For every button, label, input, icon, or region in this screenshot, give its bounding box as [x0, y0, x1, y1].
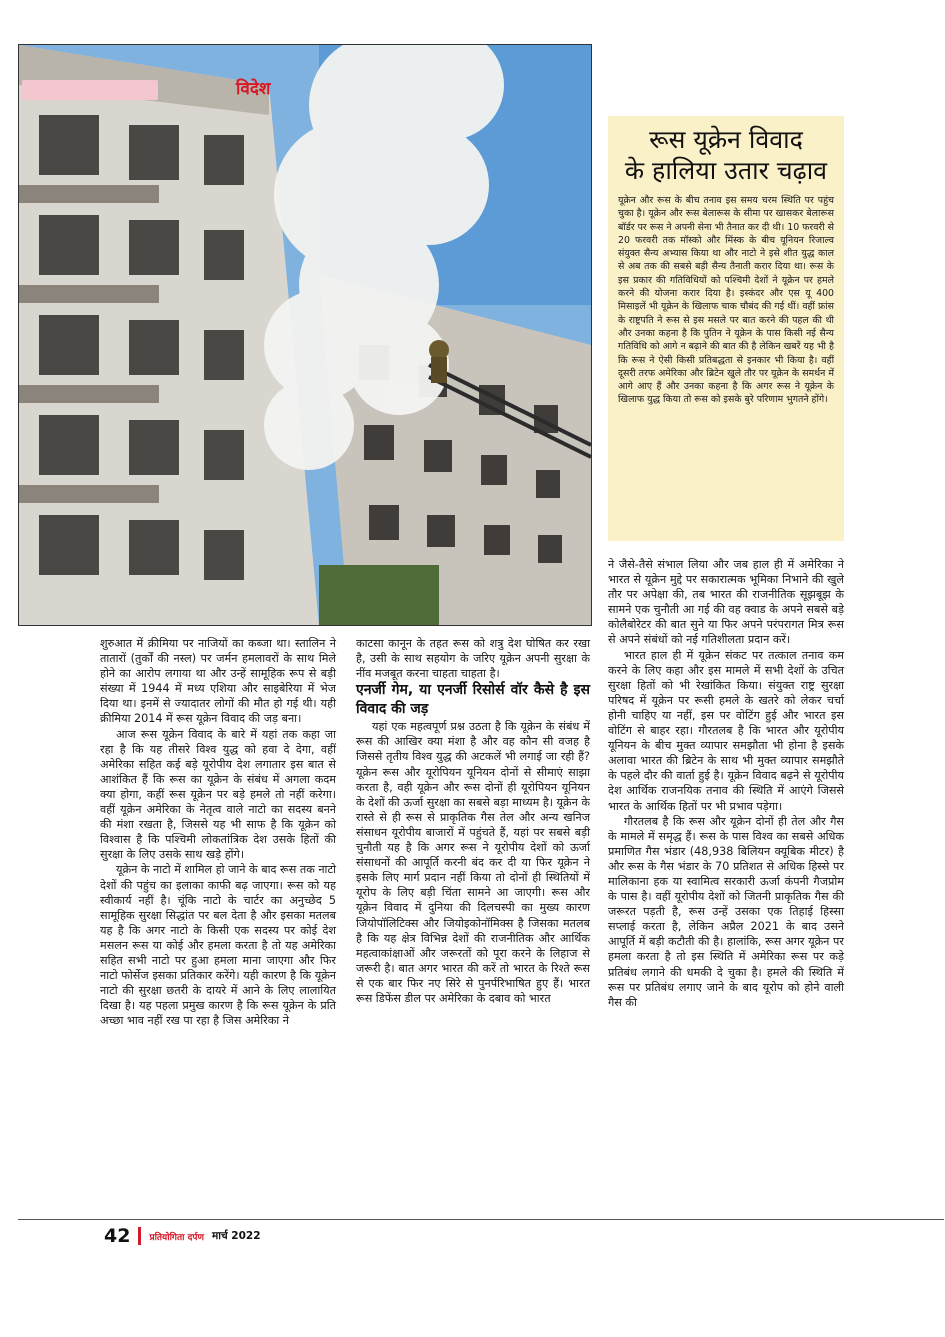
- subheading: एनर्जी गेम, या एनर्जी रिसोर्स वॉर कैसे है इस विवाद की जड़: [356, 682, 590, 718]
- sidebar-body: यूक्रेन और रूस के बीच तनाव इस समय चरम स्थिति पर पहुंच चुका है। यूक्रेन और रूस बेलारूस के सीमा पर खासकर बेलारूस बॉर्डर पर रूस ने अपनी सेना भी तैनात कर दी थी। 10 फरवरी से 20 फरवरी तक मॉस्को और मिंस्क के बीच यूनियन रिजाल्व संयुक्त सैन्य अभ्यास किया था और नाटो ने इसे शीत युद्ध काल से अब तक की सबसे बड़ी सैन्य तैनाती करार दिया था। रूस के इस प्रकार की गतिविधियों को पश्चिमी देशों ने यूक्रेन पर हमले करने की योजना करार दिया है। इस्कंदर और एस यू 400 मिसाइलें भी यूक्रेन के खिलाफ चाक चौबंद की गई थीं। वहीं फ्रांस के राष्ट्रपति ने रूस से इस मसले पर बात करने की पहल की थी और उनका कहना है कि पुतिन ने यूक्रेन के पास किसी नई सैन्य गतिविधि को आगे न बढ़ाने की बात की है लेकिन खबरें यह भी है कि रूस ने ऐसी किसी प्रतिबद्धता से इनकार भी किया है। वहीं दूसरी तरफ अमेरिका और ब्रिटेन खुले तौर पर यूक्रेन के समर्थन में आगे आए हैं और उनका कहना है कि अगर रूस ने यूक्रेन के खिलाफ युद्ध किया तो रूस को इसके बुरे परिणाम भुगतने होंगे।: [618, 195, 834, 406]
- sidebar-title: [618, 124, 834, 186]
- sidebar-title-line1: रूस यूक्रेन विवाद: [649, 125, 803, 154]
- news-photo: [18, 44, 592, 626]
- paragraph: यूक्रेन के नाटो में शामिल हो जाने के बाद रूस तक नाटो देशों की पहुंच का इलाका काफी बढ़ जाएगा। रूस को यह स्वीकार्य नहीं है। चूंकि नाटो के चार्टर का अनुच्छेद 5 सामूहिक सुरक्षा सिद्धांत पर बल देता है और इसका मतलब यह है कि अगर नाटो के किसी एक सदस्य पर कोई देश मसलन रूस या कोई और हमला करता है तो यह अमेरिका सहित सभी नाटो पर हुआ हमला माना जाएगा और फिर नाटो फोर्सेज इसका प्रतिकार करेंगे। यही कारण है कि यूक्रेन नाटो की सुरक्षा छतरी के दायरे में आने के लिए लालायित दिखा है। यह पहला प्रमुख कारण है कि रूस यूक्रेन के प्रति अच्छा भाव नहीं रख पा रहा है जिस अमेरिका ने: [100, 863, 336, 1028]
- page-footer: [104, 1225, 261, 1247]
- footer-divider: [138, 1227, 141, 1245]
- issue-date: मार्च 2022: [211, 1230, 261, 1242]
- article-column-3: [608, 557, 844, 1010]
- paragraph: आज रूस यूक्रेन विवाद के बारे में यहां तक कहा जा रहा है कि यह तीसरे विश्व युद्ध को हवा दे देगा, वहीं अमेरिका सहित कई बड़े यूरोपीय देश लगातार इस बात से आशंकित हैं कि रूस का यूक्रेन के संबंध में अगला कदम क्या होगा, कहीं रूस यूक्रेन पर बड़े हमले तो नहीं करेगा। वहीं यूक्रेन अमेरिका के नेतृत्व वाले नाटो का सदस्य बनने की मंशा रखता है, जिससे यह भी साफ है कि यूक्रेन को विश्वास है कि पश्चिमी लोकतांत्रिक देश उसके हितों की सुरक्षा के लिए उसके साथ खड़े होंगे।: [100, 727, 336, 862]
- article-column-2: [356, 636, 590, 1006]
- paragraph: भारत हाल ही में यूक्रेन संकट पर तत्काल तनाव कम करने के लिए कहा और इस मामले में सभी देशों के उचित सुरक्षा हितों को भी रेखांकित किया। संयुक्त राष्ट्र सुरक्षा परिषद में यूक्रेन पर रूसी हमले के खतरे को लेकर चर्चा होनी चाहिए या नहीं, इस पर वोटिंग हुई और भारत इस वोटिंग से बाहर रहा। गौरतलब है कि भारत और यूरोपीय यूनियन के बीच मुक्त व्यापार समझौता भी होना है इसके अलावा भारत की ब्रिटेन के साथ भी मुक्त व्यापार समझौते के पहले दौर की वार्ता हुई है। यूक्रेन विवाद बढ़ने से यूरोपीय देश आर्थिक राजनयिक तनाव की स्थिति में आएंगे जिससे भारत के आर्थिक हितों पर भी प्रभाव पड़ेगा।: [608, 648, 844, 813]
- paragraph: गौरतलब है कि रूस और यूक्रेन दोनों ही तेल और गैस के मामले में समृद्ध हैं। रूस के पास विश्व का सबसे अधिक प्रमाणित गैस भंडार (48,938 बिलियन क्यूबिक मीटर) है और रूस के गैस भंडार के 70 प्रतिशत से अधिक हिस्से पर मालिकाना हक या स्वामित्व सरकारी ऊर्जा कंपनी गैजप्रोम के पास है। वहीं यूरोपीय देशों को जितनी प्राकृतिक गैस की जरूरत पड़ती है, रूस उन्हें उसका एक तिहाई हिस्सा सप्लाई करता है, लेकिन अप्रैल 2021 के बाद उसने आपूर्ति में बड़ी कटौती की है। हालांकि, रूस अगर यूक्रेन पर हमला करता है तो इस स्थिति में अमेरिका रूस पर कड़े प्रतिबंध लगाने की धमकी दे चुका है। हमले की स्थिति में रूस पर प्रतिबंध लगाए जाने के बाद यूरोप को होने वाली गैस की: [608, 814, 844, 1009]
- paragraph: ने जैसे-तैसे संभाल लिया और जब हाल ही में अमेरिका ने भारत से यूक्रेन मुद्दे पर सकारात्मक भूमिका निभाने की खुले तौर पर अपेक्षा की, तब भारत की राजनीतिक सूझबूझ के सामने एक चुनौती आ गई की वह क्वाड के अपने सबसे बड़े कोलैबोरेटर की बात सुने या फिर अपने परंपरागत मित्र रूस से अपने संबंधों को नई गतिशीलता प्रदान करें।: [608, 558, 844, 647]
- paragraph: काटसा कानून के तहत रूस को शत्रु देश घोषित कर रखा है, उसी के साथ सहयोग के जरिए यूक्रेन अपनी सुरक्षा के नींव मजबूत करना चाहता चाहता है।: [356, 637, 590, 681]
- footer-rule: [18, 1219, 944, 1220]
- section-tag: विदेश: [236, 79, 271, 99]
- page-number: 42: [104, 1225, 131, 1247]
- paragraph: शुरुआत में क्रीमिया पर नाजियों का कब्जा था। स्तालिन ने तातारों (तुर्कों की नस्ल) पर जर्मन हमलावरों के साथ मिले होने का आरोप लगाया था और उन्हें सामूहिक रूप से बड़ी संख्या में 1944 में मध्य एशिया और साइबेरिया में भेज दिया था। इनमें से ज्यादातर लोगों की मौत हो गई थी। यही क्रीमिया 2014 में रूस यूक्रेन विवाद की जड़ बना।: [100, 637, 336, 726]
- magazine-name: प्रतियोगिता दर्पण: [149, 1232, 204, 1243]
- article-column-1: [100, 636, 336, 1028]
- sidebar-title-line2: के हालिया उतार चढ़ाव: [624, 156, 828, 185]
- sidebar-box: [608, 116, 844, 541]
- paragraph: यहां एक महत्वपूर्ण प्रश्न उठता है कि यूक्रेन के संबंध में रूस की आखिर क्या मंशा है और वह कौन सी वजह है जिससे तृतीय विश्व युद्ध की अटकलें भी लगाई जा रही हैं? यूक्रेन रूस और यूरोपियन यूनियन दोनों से सीमाएं साझा करता है, वही यूक्रेन और रूस दोनों ही यूरोपियन यूनियन के देशों की ऊर्जा सुरक्षा का सबसे बड़ा माध्यम है। यूक्रेन के रास्ते से ही रूस से प्राकृतिक गैस तेल और अन्य खनिज संसाधन यूरोपीय बाजारों में पहुंचते हैं, यहां पर सबसे बड़ी चुनौती यह है कि अगर रूस ने यूरोपीय देशों को ऊर्जा संसाधनों की आपूर्ति करनी बंद कर दी या फिर यूक्रेन ने इसके लिए मार्ग प्रदान नहीं किया तो दोनों ही स्थितियों में यूरोप के लिए बड़ी चिंता सामने आ जाएगी। रूस और यूक्रेन विवाद में दुनिया की दिलचस्पी का मुख्य कारण जियोपॉलिटिक्स और जियोइकोनॉमिक्स है जिसका मतलब है कि यह क्षेत्र विभिन्न देशों की राजनीतिक और आर्थिक महत्वाकांक्षाओं और जरूरतों को पूरा करने के लिहाज से जरूरी है। बात अगर भारत की करें तो भारत के रिश्ते रूस से एक बार फिर नए सिरे से पुनर्परिभाषित हुए हैं। भारत रूस डिफेंस डील पर अमेरिका के दबाव को भारत: [356, 720, 590, 1005]
- section-tag-bar: [22, 80, 158, 100]
